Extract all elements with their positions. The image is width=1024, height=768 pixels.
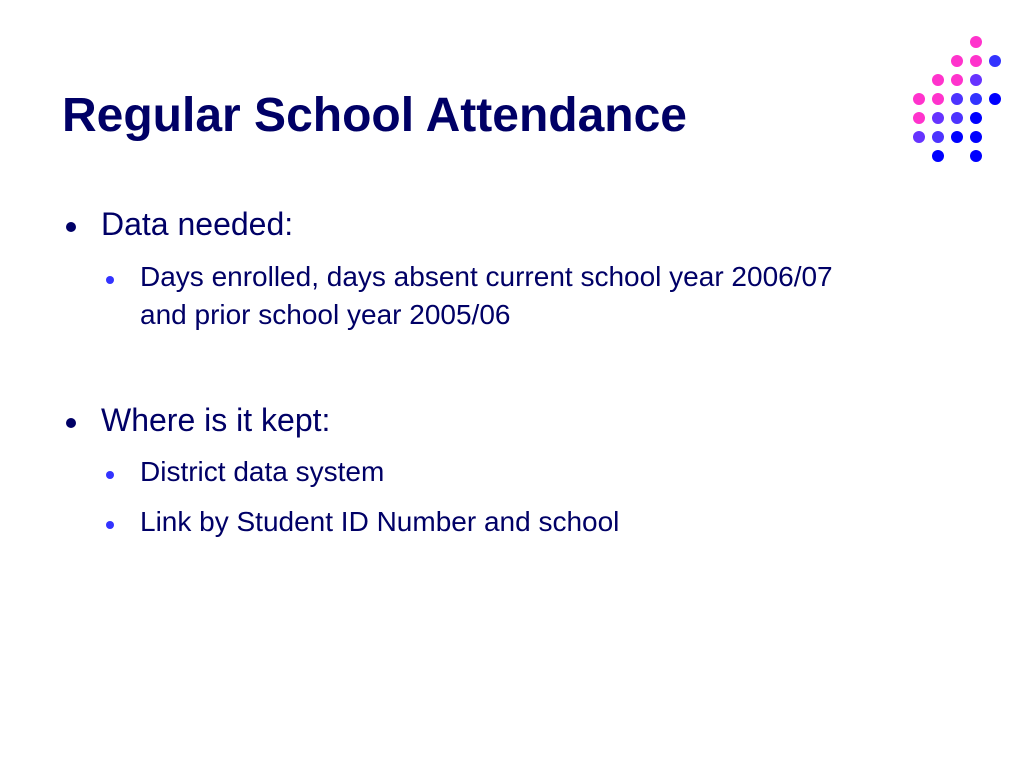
slide-title: Regular School Attendance (62, 89, 687, 142)
list-item-days-enrolled: Days enrolled, days absent current school year 2006/07 and prior school year 2005/06 (140, 261, 833, 330)
bullet-icon (66, 418, 76, 428)
list-item-district-data-system: District data system (140, 456, 385, 487)
bullet-icon (66, 222, 76, 232)
sub-bullet-icon (106, 471, 114, 479)
sub-bullet-icon (106, 521, 114, 529)
sub-bullet-icon (106, 276, 114, 284)
list-item-link-by-student-id: Link by Student ID Number and school (140, 506, 620, 537)
section-heading-where-kept: Where is it kept: (101, 402, 331, 438)
section-heading-data-needed: Data needed: (101, 206, 294, 242)
